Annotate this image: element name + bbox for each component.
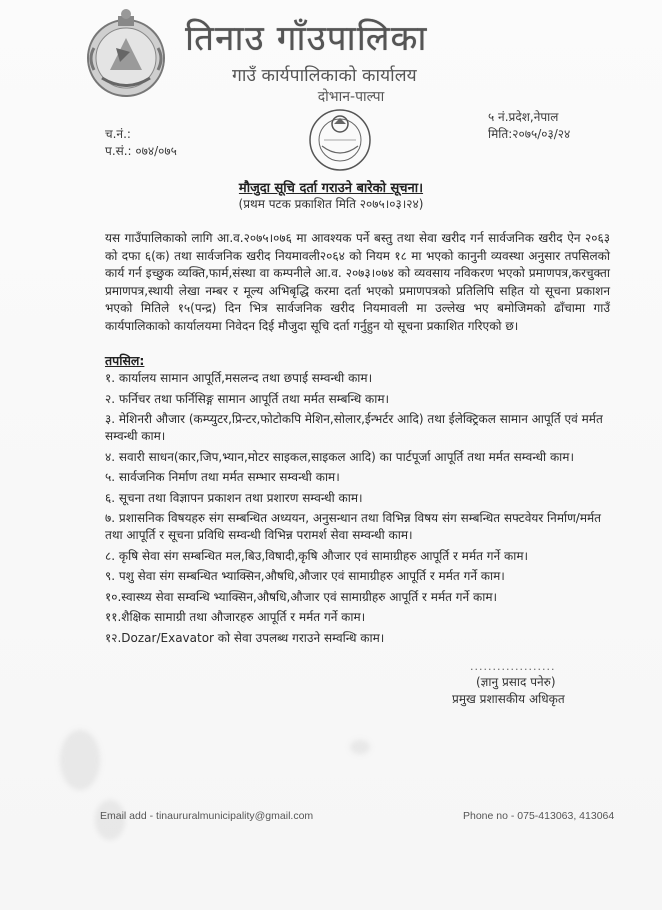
letter-number: प.सं.: ०७४/०७५ (105, 144, 177, 158)
list-item: २. फर्निचर तथा फर्निसिङ्ग सामान आपूर्ति तथा मर्मत सम्बन्धि काम। (105, 391, 390, 406)
footer-phone: Phone no - 075-413063, 413064 (463, 810, 615, 822)
list-item: ११.शैक्षिक सामाग्री तथा औजारहरु आपूर्ति र मर्मत गर्ने काम। (105, 610, 366, 624)
list-item: १. कार्यालय सामान आपूर्ति,मसलन्द तथा छपाई सम्वन्धी काम। (105, 371, 373, 385)
notice-subheading: (प्रथम पटक प्रकाशित मिति २०७५।०३।२४) (238, 197, 424, 211)
notice-heading (0, 178, 662, 196)
municipality-title: तिनाउ गाँउपालिका (185, 19, 428, 59)
signatory-designation: प्रमुख प्रशासकीय अधिकृत (452, 692, 565, 706)
scan-smudge (60, 730, 100, 790)
signatory-name: (ज्ञानु प्रसाद पनेरु) (476, 675, 556, 689)
list-item: ४. सवारी साधन(कार,जिप,भ्यान,मोटर साइकल,साइकल आदि) का पार्टपूर्जा आपूर्ति तथा मर्मत सम्वन्धी काम। (105, 449, 575, 464)
list-item: ३. मेशिनरी औजार (कम्प्युटर,प्रिन्टर,फोटोकपि मेशिन,सोलार,ईन्भर्टर आदि) तथा ईलेक्ट्रिकल सामान आपूर्ति एवं मर्मत सम्वन्धी काम। (105, 412, 603, 443)
office-seal-icon (300, 100, 380, 176)
notice-heading-text: मौजुदा सूचि दर्ता गराउने बारेको सूचना। (238, 181, 424, 196)
work-category-list (105, 370, 605, 650)
list-item: ९. पशु सेवा संग सम्बन्धित भ्याक्सिन,औषधि,औजार एवं सामाग्रीहरु आपूर्ति र मर्मत गर्ने काम। (105, 569, 505, 583)
list-item: १२.Dozar/Exavator को सेवा उपलब्ध गराउने सम्वन्धि काम। (105, 630, 385, 645)
office-location: दोभान-पाल्पा (317, 89, 385, 105)
scan-smudge (350, 740, 370, 754)
signature-line: ................... (470, 660, 556, 673)
details-heading: तपसिल: (105, 353, 145, 368)
list-item: ६. सूचना तथा विज्ञापन प्रकाशन तथा प्रशारण सम्वन्धी काम। (105, 490, 363, 505)
letter-date: मिति:२०७५/०३/२४ (488, 127, 571, 141)
footer-email: Email add - tinaururalmunicipality@gmail.com (100, 810, 314, 822)
list-item: ७. प्रशासनिक विषयहरु संग सम्बन्धित अध्ययन, अनुसन्धान तथा विभिन्न विषय संग सम्बन्धित सफ्टवेयर निर्माण/मर्मत तथा आपूर्ति र सूचना प्रविधि सम्वन्धी विभिन्न परामर्श सेवा सम्वन्धी काम। (105, 511, 602, 542)
notice-body: यस गाउँपालिकाको लागि आ.व.२०७५।०७६ मा आवश्यक पर्ने बस्तु तथा सेवा खरीद गर्न सार्वजनिक खरीद ऐन २०६३ को दफा ६(क) तथा सार्वजनिक खरीद नियमावली२०६४ को नियम १८ मा भएको कानुनी व्यवस्था अनुसार तपसिलको कार्य गर्न इच्छुक व्यक्ति,फार्म,संस्था वा कम्पनीले आ.व. २०७३।०७४ को व्यवसाय नविकरण भएको प्रमाणपत्र,करचुक्ता प्रमाणपत्र,स्थायी लेखा नम्बर र मूल्य अभिबृद्धि करमा दर्ता भएको प्रमाणपत्रको प्रतिलिपि सहित यो सूचना प्रकाशन भएको मितिले १५(पन्द्र) दिन भित्र सार्वजनिक खरीद नियमावली मा उल्लेख भए बमोजिमको ढाँचामा गाउँ कार्यपालिकाको कार्यालयमा निवेदन दिई मौजुदा सूचि दर्ता गर्नुहुन यो सूचना प्रकाशित गरिएको छ। (105, 231, 610, 333)
reference-number: च.नं.: (105, 127, 131, 141)
office-subtitle: गाउँ कार्यपालिकाको कार्यालय (232, 66, 417, 86)
list-item: १०.स्वास्थ्य सेवा सम्वन्धि भ्याक्सिन,औषधि,औजार एवं सामाग्रीहरु आपूर्ति र मर्मत गर्ने काम। (105, 589, 498, 604)
list-item: ५. सार्वजनिक निर्माण तथा मर्मत सम्भार सम्वन्धी काम। (105, 470, 340, 484)
list-item: ८. कृषि सेवा संग सम्बन्धित मल,बिउ,विषादी,कृषि औजार एवं सामाग्रीहरु आपूर्ति र मर्मत गर्ने काम। (105, 548, 529, 563)
province-label: ५ नं.प्रदेश,नेपाल (488, 110, 559, 124)
